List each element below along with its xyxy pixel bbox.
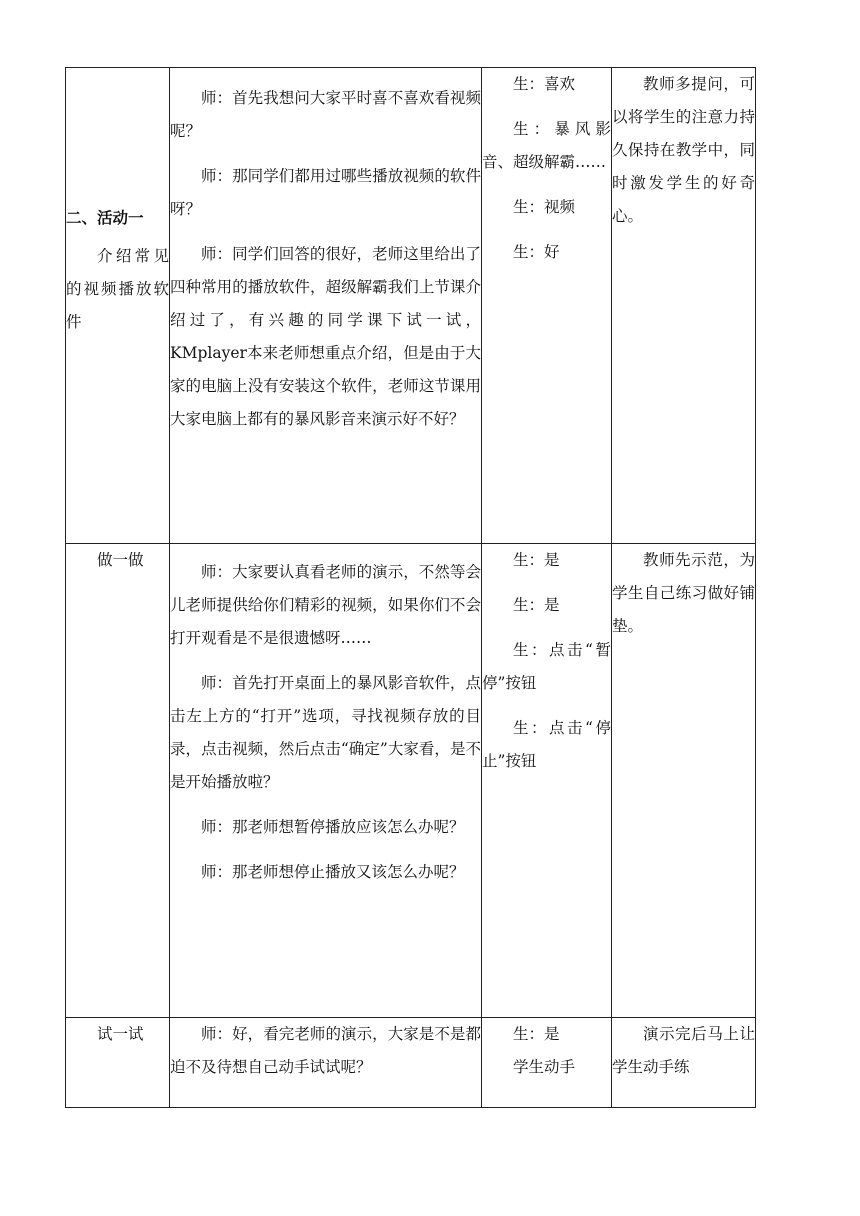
stage-description: 介绍常见的视频播放软件 [66, 247, 169, 331]
teacher-line: 师：那老师想暂停播放应该怎么办呢？ [201, 818, 465, 836]
design-intent-cell [612, 544, 756, 1018]
table-row [66, 68, 756, 544]
design-intent: 演示完后马上让学生动手练 [612, 1025, 755, 1076]
teacher-line: 师：那同学们都用过哪些播放视频的软件呀？ [170, 167, 481, 218]
student-line: 生：是 [513, 596, 560, 614]
teacher-line: 师：首先打开桌面上的暴风影音软件，点击左上方的“打开”选项，寻找视频存放的目录，点击视频，然后点击“确定”大家看，是不是开始播放啦？ [170, 674, 481, 791]
teacher-line: 师：大家要认真看老师的演示，不然等会儿老师提供给你们精彩的视频，如果你们不会打开观看是不是很遗憾呀…… [170, 563, 481, 647]
design-intent: 教师先示范，为学生自己练习做好铺垫。 [612, 551, 755, 635]
lesson-plan-table [65, 67, 756, 1108]
stage-cell [66, 1018, 170, 1108]
student-line: 生：点击“暂停”按钮 [482, 641, 611, 692]
teacher-line: 师：同学们回答的很好，老师这里给出了四种常用的播放软件，超级解霸我们上节课介绍过了，有兴趣的同学课下试一试，KMplayer本来老师想重点介绍，但是由于大家的电脑上没有安装这个软件，老师这节课用大家电脑上都有的暴风影音来演示好不好？ [170, 245, 481, 428]
design-intent-cell [612, 1018, 756, 1108]
table-row [66, 544, 756, 1018]
teacher-line: 师：那老师想停止播放又该怎么办呢？ [201, 863, 465, 881]
student-line: 生：好 [513, 243, 560, 261]
student-line: 学生动手 [513, 1058, 576, 1076]
teacher-activity-cell [170, 544, 482, 1018]
table-row [66, 1018, 756, 1108]
stage-label: 试一试 [97, 1025, 144, 1043]
teacher-line: 师：首先我想问大家平时喜不喜欢看视频呢？ [170, 89, 481, 140]
student-line: 生：点击“停止”按钮 [482, 719, 611, 770]
teacher-activity-cell [170, 1018, 482, 1108]
design-intent-cell [612, 68, 756, 544]
stage-cell [66, 68, 170, 544]
teacher-activity-cell [170, 68, 482, 544]
student-line: 生：暴风影音、超级解霸…… [482, 120, 611, 171]
design-intent: 教师多提问，可以将学生的注意力持久保持在教学中，同时激发学生的好奇心。 [612, 75, 755, 225]
student-activity-cell [482, 68, 612, 544]
student-activity-cell [482, 544, 612, 1018]
stage-title: 二、活动一 [66, 208, 144, 227]
teacher-line: 师：好，看完老师的演示，大家是不是都迫不及待想自己动手试试呢？ [170, 1025, 481, 1076]
student-line: 生：是 [513, 551, 560, 569]
stage-cell [66, 544, 170, 1018]
student-line: 生：视频 [513, 198, 576, 216]
student-line: 生：喜欢 [513, 75, 576, 93]
stage-label: 做一做 [97, 551, 144, 569]
student-line: 生：是 [513, 1025, 560, 1043]
student-activity-cell [482, 1018, 612, 1108]
